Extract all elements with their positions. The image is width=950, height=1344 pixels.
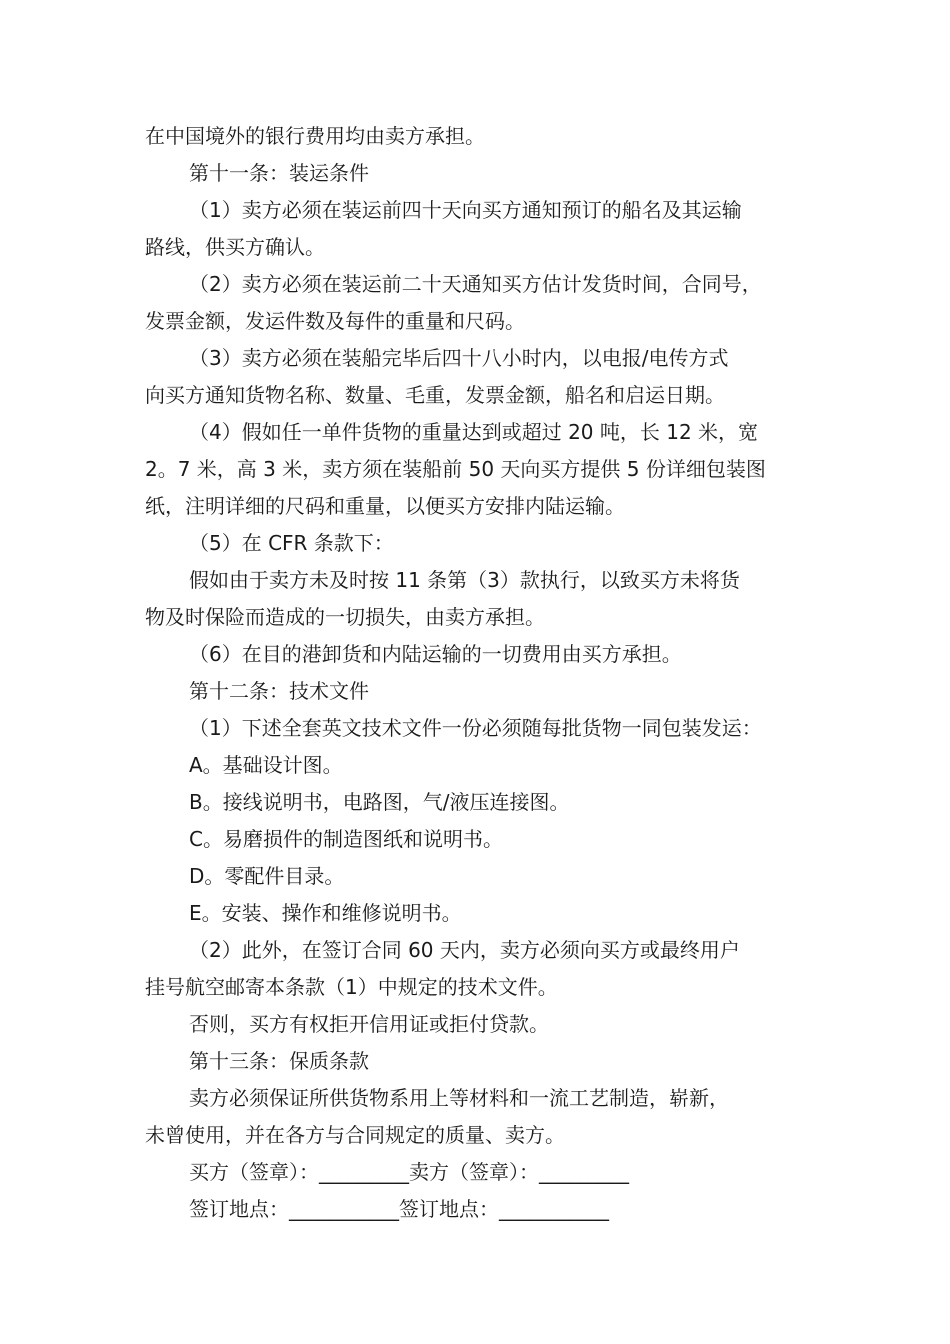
text-line: 2。7 米，高 3 米，卖方须在装船前 50 天向买方提供 5 份详细包装图 [145, 457, 766, 481]
list-item: E。安装、操作和维修说明书。 [189, 901, 462, 925]
text-line: 挂号航空邮寄本条款（1）中规定的技术文件。 [145, 975, 558, 999]
section-heading-12: 第十二条：技术文件 [189, 679, 369, 703]
section-heading-11: 第十一条：装运条件 [189, 161, 369, 185]
text-line: 卖方必须保证所供货物系用上等材料和一流工艺制造，崭新， [189, 1086, 729, 1110]
signature-line: 买方（签章）：_________卖方（签章）：_________ [189, 1160, 629, 1184]
text-line: （6）在目的港卸货和内陆运输的一切费用由买方承担。 [189, 642, 682, 666]
signing-place-line: 签订地点：___________签订地点：___________ [189, 1197, 609, 1221]
document-body [145, 118, 825, 1228]
text-line: 否则，买方有权拒开信用证或拒付贷款。 [189, 1012, 549, 1036]
text-line: 向买方通知货物名称、数量、毛重，发票金额，船名和启运日期。 [145, 383, 725, 407]
text-line: （1）卖方必须在装运前四十天向买方通知预订的船名及其运输 [189, 198, 742, 222]
text-line: 发票金额，发运件数及每件的重量和尺码。 [145, 309, 525, 333]
text-line: 在中国境外的银行费用均由卖方承担。 [145, 124, 485, 148]
list-item: B。接线说明书，电路图，气/液压连接图。 [189, 790, 570, 814]
text-line: 假如由于卖方未及时按 11 条第（3）款执行，以致买方未将货 [189, 568, 740, 592]
list-item: C。易磨损件的制造图纸和说明书。 [189, 827, 503, 851]
text-line: 未曾使用，并在各方与合同规定的质量、卖方。 [145, 1123, 565, 1147]
section-heading-13: 第十三条：保质条款 [189, 1049, 369, 1073]
text-line: （4）假如任一单件货物的重量达到或超过 20 吨，长 12 米，宽 [189, 420, 759, 444]
text-line: 路线，供买方确认。 [145, 235, 325, 259]
text-line: （3）卖方必须在装船完毕后四十八小时内，以电报/电传方式 [189, 346, 729, 370]
list-item: A。基础设计图。 [189, 753, 343, 777]
text-line: （5）在 CFR 条款下： [189, 531, 394, 555]
list-item: D。零配件目录。 [189, 864, 345, 888]
text-line: （2）卖方必须在装运前二十天通知买方估计发货时间，合同号， [189, 272, 762, 296]
text-line: （2）此外，在签订合同 60 天内，卖方必须向买方或最终用户 [189, 938, 740, 962]
text-line: （1）下述全套英文技术文件一份必须随每批货物一同包装发运： [189, 716, 762, 740]
text-line: 物及时保险而造成的一切损失，由卖方承担。 [145, 605, 545, 629]
text-line: 纸，注明详细的尺码和重量，以便买方安排内陆运输。 [145, 494, 625, 518]
